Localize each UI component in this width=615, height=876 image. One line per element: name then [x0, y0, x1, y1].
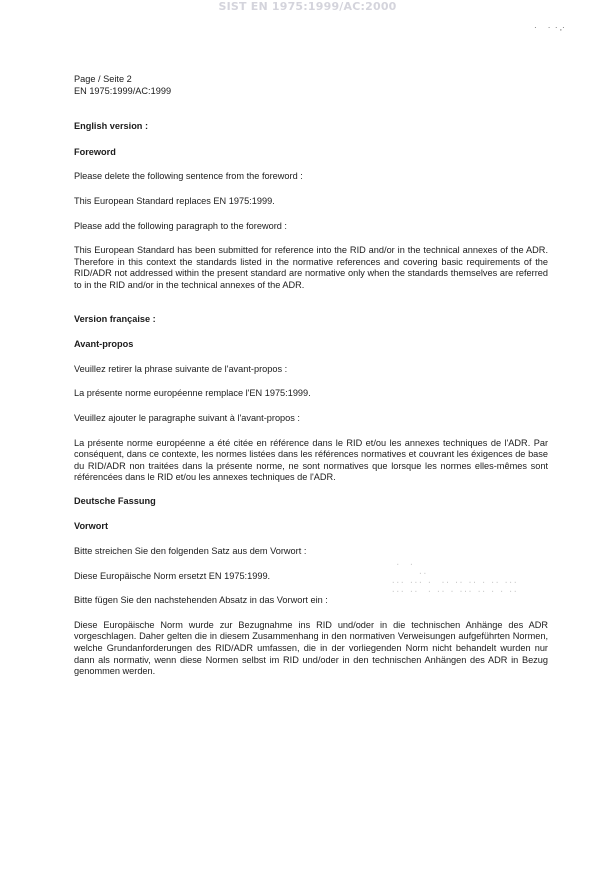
- french-section: [74, 314, 548, 484]
- english-added-paragraph: This European Standard has been submitted for reference into the RID and/or in the technical annexes of the ADR. Therefore in this context the standards listed in the normative references and covering basic requirements of the RID/ADR not addressed within the present standard are normative only when the standards themselves are referred to in the RID and/or in the technical annexes of the ADR.: [74, 245, 548, 290]
- page-number-label: Page / Seite 2: [74, 74, 132, 84]
- document-page: [74, 74, 548, 678]
- english-version-title: English version :: [74, 121, 149, 132]
- german-version-title: Deutsche Fassung: [74, 495, 156, 506]
- german-instruction-delete: Bitte streichen Sie den folgenden Satz aus dem Vorwort :: [74, 546, 307, 557]
- french-version-title: Version française :: [74, 313, 156, 324]
- english-section: [74, 121, 548, 291]
- french-instruction-add: Veuillez ajouter le paragraphe suivant à l'avant-propos :: [74, 412, 300, 423]
- document-reference: EN 1975:1999/AC:1999: [74, 85, 172, 96]
- english-foreword-title: Foreword: [74, 146, 116, 157]
- french-added-paragraph: La présente norme européenne a été citée en référence dans le RID et/ou les annexes techniques de l'ADR. Par conséquent, dans ce contexte, les normes listées dans les références normatives et couvrant les éxigences de base du RID/ADR non traitées dans la présente norme, ne sont normatives que lorsque les normes elles-mêmes sont référencées dans le RID et/ou les annexes techniques de l'ADR.: [74, 437, 548, 483]
- french-instruction-delete: Veuillez retirer la phrase suivante de l'avant-propos :: [74, 363, 288, 374]
- english-deleted-sentence: This European Standard replaces EN 1975:1999.: [74, 195, 275, 206]
- scan-bleedthrough-decoration: · · ·· ··· ··· · ·· ·· ·· · ·· ··· ··· ·· · ·· · ··· ·· · · ··: [391, 560, 518, 596]
- english-instruction-delete: Please delete the following sentence from the foreword :: [74, 171, 303, 182]
- french-foreword-title: Avant-propos: [74, 339, 134, 350]
- french-deleted-sentence: La présente norme européenne remplace l'EN 1975:1999.: [74, 388, 311, 399]
- german-section: [74, 496, 548, 678]
- german-foreword-title: Vorwort: [74, 521, 109, 532]
- german-instruction-add: Bitte fügen Sie den nachstehenden Absatz in das Vorwort ein :: [74, 595, 328, 606]
- document-header: [74, 74, 548, 97]
- german-added-paragraph: Diese Europäische Norm wurde zur Bezugnahme ins RID und/oder in die technischen Anhänge des ADR vorgeschlagen. Daher gelten die in diesem Zusammenhang in den normativen Verweisungen aufgeführten Normen, welche Grundanforderungen des RID/ADR umfassen, die in der vorliegenden Norm nicht behandelt wurden nur dann als normativ, wenn diese Normen selbst im RID und/oder in den technischen Anhängen des ADR in Bezug genommen werden.: [74, 619, 548, 677]
- watermark-standard-id: SIST EN 1975:1999/AC:2000: [218, 0, 397, 13]
- german-deleted-sentence: Diese Europäische Norm ersetzt EN 1975:1999.: [74, 570, 271, 581]
- scan-specks-decoration: · · · ,·: [534, 23, 565, 32]
- english-instruction-add: Please add the following paragraph to the foreword :: [74, 220, 287, 231]
